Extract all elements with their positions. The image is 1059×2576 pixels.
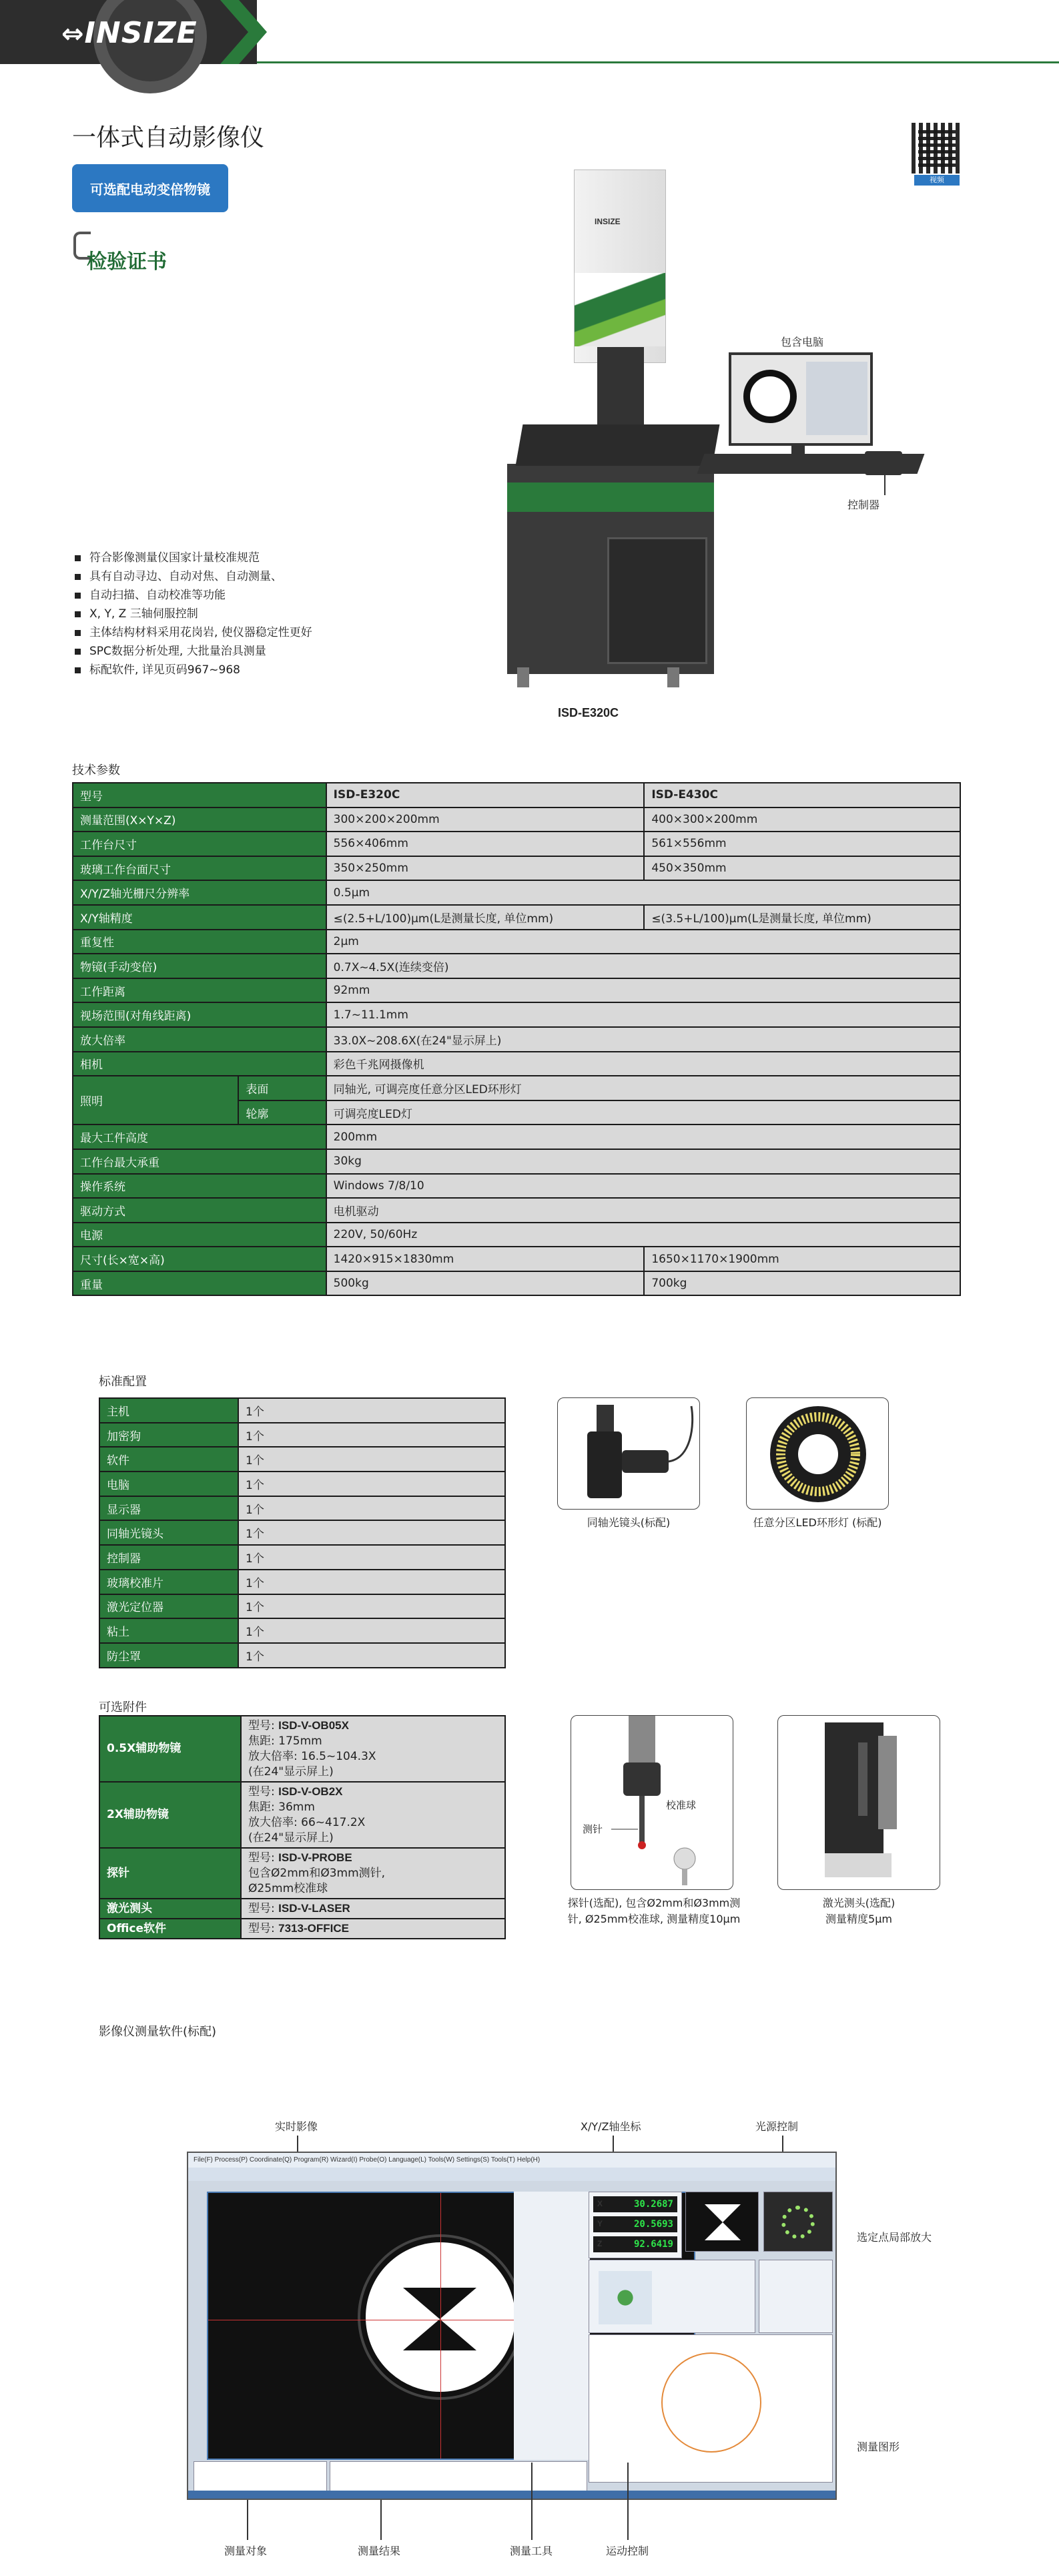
spec-row: [73, 808, 960, 832]
spec-value: 彩色千兆网摄像机: [326, 1052, 960, 1076]
probe-caption-line2: 针, Ø25mm校准球, 测量精度10μm: [567, 1913, 741, 1925]
motion-control-panel[interactable]: [589, 2260, 755, 2333]
spec-value-a: 500kg: [326, 1271, 645, 1296]
standard-row: [99, 1472, 505, 1496]
standard-row: [99, 1398, 505, 1423]
laser-probe-drawing: [778, 1716, 940, 1890]
model-number: ISD-V-PROBE: [278, 1851, 352, 1864]
optional-row: [99, 1782, 505, 1848]
optional-item: 0.5X辅助物镜: [99, 1716, 241, 1782]
x-readout: X 30.2687: [593, 2196, 677, 2212]
feature-item: 主体结构材料采用花岗岩, 使仪器稳定性更好: [72, 623, 312, 642]
spec-value: 可调亮度LED灯: [326, 1100, 960, 1125]
optional-row: [99, 1848, 505, 1899]
machine-lens-head: [597, 347, 644, 427]
spec-row: [73, 1124, 960, 1149]
model-number: 7313-OFFICE: [278, 1922, 349, 1935]
led-ring-drawing: [747, 1398, 889, 1510]
spec-label: 操作系统: [73, 1174, 326, 1199]
leader-line: [380, 2500, 382, 2540]
detail-text: 焦距: 175mm: [248, 1734, 322, 1748]
feature-item: 符合影像测量仪国家计量校准规范: [72, 549, 312, 567]
standard-qty: 1个: [238, 1423, 505, 1447]
callout-motion: 运动控制: [606, 2545, 649, 2557]
callout-xyz-coords: X/Y/Z轴坐标: [581, 2120, 641, 2133]
leader-line: [531, 2463, 533, 2540]
standard-item: 同轴光镜头: [99, 1520, 238, 1545]
spec-value-a: 300×200×200mm: [326, 808, 645, 832]
laser-probe-photo: [777, 1715, 940, 1890]
software-section-title: 影像仪测量软件(标配): [99, 2025, 217, 2039]
spec-row: [73, 954, 960, 978]
callout-results: 测量结果: [358, 2545, 401, 2557]
optional-details: [241, 1716, 505, 1782]
model-number: ISD-V-LASER: [278, 1902, 350, 1915]
page-title: 一体式自动影像仪: [72, 124, 265, 151]
computer-monitor: [729, 352, 873, 446]
standard-row: [99, 1618, 505, 1643]
certificate-badge: 检验证书: [72, 230, 182, 270]
callout-light-control: 光源控制: [755, 2120, 799, 2133]
feature-item: SPC数据分析处理, 大批量治具测量: [72, 642, 312, 661]
spec-label: 尺寸(长×宽×高): [73, 1247, 326, 1271]
standard-qty: 1个: [238, 1545, 505, 1570]
spec-label: 重量: [73, 1271, 326, 1296]
spec-row: [73, 880, 960, 905]
spec-value: 33.0X~208.6X(在24"显示屏上): [326, 1027, 960, 1052]
spec-label: 测量范围(X×Y×Z): [73, 808, 326, 832]
detail-text: 型号:: [248, 1902, 279, 1915]
machine-stage: [516, 424, 720, 466]
spec-section-title: 技术参数: [72, 763, 120, 777]
detail-text: 放大倍率: 66~417.2X: [248, 1816, 366, 1829]
standard-item: 软件: [99, 1447, 238, 1472]
spec-row: [73, 978, 960, 1003]
status-bar: [188, 2491, 835, 2499]
callout-zoom: 选定点局部放大: [857, 2231, 932, 2244]
optional-item: 探针: [99, 1848, 241, 1899]
probe-ball-label: 校准球: [666, 1799, 697, 1811]
detail-text: (在24"显示屏上): [248, 1831, 334, 1845]
standard-row: [99, 1643, 505, 1668]
laser-caption-line2: 测量精度5μm: [825, 1913, 892, 1925]
spec-row-lighting: [73, 1076, 960, 1100]
spec-value-b: 700kg: [644, 1271, 960, 1296]
optional-detail-line: [248, 1764, 498, 1780]
leader-line: [627, 2463, 629, 2540]
spec-value: 30kg: [326, 1149, 960, 1174]
detail-text: 焦距: 36mm: [248, 1801, 315, 1814]
motorized-zoom-option-button[interactable]: 可选配电动变倍物镜: [72, 164, 228, 212]
spec-value-a: ISD-E320C: [326, 783, 645, 808]
optional-accessories-table: [99, 1715, 506, 1939]
feature-item: 自动扫描、自动校准等功能: [72, 586, 312, 605]
optional-item: Office软件: [99, 1919, 241, 1939]
standard-row: [99, 1545, 505, 1570]
measure-graph-panel: [589, 2334, 833, 2483]
standard-item: 显示器: [99, 1496, 238, 1521]
standard-item: 防尘罩: [99, 1643, 238, 1668]
feature-item: 具有自动寻边、自动对焦、自动测量、: [72, 567, 312, 586]
standard-item: 主机: [99, 1398, 238, 1423]
standard-row: [99, 1570, 505, 1594]
optional-detail-line: [248, 1831, 498, 1846]
spec-value: 200mm: [326, 1124, 960, 1149]
spec-row: [73, 1198, 960, 1223]
spec-value: 同轴光, 可调亮度任意分区LED环形灯: [326, 1076, 960, 1100]
y-readout: Y 20.5693: [593, 2216, 677, 2232]
spec-label: 视场范围(对角线距离): [73, 1002, 326, 1027]
joystick-pad[interactable]: [599, 2271, 652, 2324]
spec-value: 2μm: [326, 930, 960, 954]
standard-qty: 1个: [238, 1472, 505, 1496]
spec-table: [72, 782, 961, 1296]
feature-list: [72, 549, 312, 679]
measure-tools-panel[interactable]: [514, 2192, 590, 2460]
coaxial-lens-photo: [557, 1397, 700, 1510]
machine-foot: [517, 667, 529, 687]
probe-caption-line1: 探针(选配), 包含Ø2mm和Ø3mm测: [567, 1897, 741, 1909]
spec-value: 1.7~11.1mm: [326, 1002, 960, 1027]
optional-detail-line: [248, 1850, 498, 1866]
spec-value-a: 1420×915×1830mm: [326, 1247, 645, 1271]
led-ring-photo: [746, 1397, 889, 1510]
video-tag: 视频: [914, 175, 960, 186]
detail-text: 包含Ø2mm和Ø3mm测针,: [248, 1867, 386, 1880]
standard-qty: 1个: [238, 1594, 505, 1619]
optional-details: [241, 1848, 505, 1899]
spec-row: [73, 1052, 960, 1076]
spec-label: 工作台最大承重: [73, 1149, 326, 1174]
machine-column: [574, 170, 666, 363]
zoom-preview: [685, 2192, 759, 2252]
spec-row: [73, 1002, 960, 1027]
spec-label: 物镜(手动变倍): [73, 954, 326, 978]
optional-item: 2X辅助物镜: [99, 1782, 241, 1848]
spec-label: 玻璃工作台面尺寸: [73, 856, 326, 881]
optional-detail-line: [248, 1815, 498, 1831]
optional-section-title: 可选附件: [99, 1700, 147, 1714]
spec-value: Windows 7/8/10: [326, 1174, 960, 1199]
spec-label: 电源: [73, 1223, 326, 1247]
detail-text: 型号:: [248, 1851, 279, 1865]
optional-details: [241, 1899, 505, 1919]
model-number: ISD-V-OB2X: [278, 1785, 343, 1798]
spec-row: [73, 1149, 960, 1174]
spec-value: 220V, 50/60Hz: [326, 1223, 960, 1247]
spec-row: [73, 1174, 960, 1199]
spec-value-b: ISD-E430C: [644, 783, 960, 808]
machine-base: [507, 464, 714, 674]
optional-row: [99, 1899, 505, 1919]
spec-value-b: 400×300×200mm: [644, 808, 960, 832]
optional-detail-line: [248, 1800, 498, 1815]
spec-label: X/Y/Z轴光栅尺分辨率: [73, 880, 326, 905]
spec-row: [73, 1247, 960, 1271]
spec-value: 电机驱动: [326, 1198, 960, 1223]
standard-row: [99, 1594, 505, 1619]
standard-row: [99, 1520, 505, 1545]
optional-detail-line: [248, 1718, 498, 1734]
computer-callout: 包含电脑: [781, 336, 824, 348]
feature-item: 标配软件, 详见页码967~968: [72, 661, 312, 679]
spec-label: 工作台尺寸: [73, 832, 326, 856]
spec-row: [73, 1027, 960, 1052]
spec-row: [73, 930, 960, 954]
monitor-stand: [791, 446, 805, 459]
software-menubar[interactable]: File(F) Process(P) Coordinate(Q) Program(R) Wizard(I) Probe(O) Language(L) Tools(W) Settings(S) Tools(T) Help(H): [188, 2153, 835, 2168]
spec-row: [73, 1271, 960, 1296]
spec-sublabel: 表面: [238, 1076, 326, 1100]
standard-qty: 1个: [238, 1643, 505, 1668]
optional-detail-line: [248, 1881, 498, 1897]
spec-label: 驱动方式: [73, 1198, 326, 1223]
model-caption: ISD-E320C: [558, 706, 619, 719]
standard-qty: 1个: [238, 1447, 505, 1472]
optional-detail-line: [248, 1734, 498, 1749]
spec-label: 型号: [73, 783, 326, 808]
spec-value-b: ≤(3.5+L/100)μm(L是测量长度, 单位mm): [644, 905, 960, 930]
standard-section-title: 标准配置: [99, 1375, 147, 1389]
spec-value-b: 450×350mm: [644, 856, 960, 881]
standard-item: 电脑: [99, 1472, 238, 1496]
detail-text: (在24"显示屏上): [248, 1765, 334, 1779]
xyz-readout: [589, 2192, 682, 2258]
machine-foot: [667, 667, 679, 687]
detail-text: 型号:: [248, 1719, 279, 1732]
callout-live-image: 实时影像: [275, 2120, 318, 2133]
spec-label: 重复性: [73, 930, 326, 954]
spec-row: [73, 856, 960, 881]
laser-caption-line1: 激光测头(选配): [822, 1897, 896, 1909]
standard-qty: 1个: [238, 1496, 505, 1521]
coaxial-lens-caption: 同轴光镜头(标配): [587, 1516, 671, 1529]
spec-row: [73, 783, 960, 808]
detail-text: 放大倍率: 16.5~104.3X: [248, 1750, 376, 1763]
standard-item: 粘土: [99, 1618, 238, 1643]
video-qr-code[interactable]: [912, 123, 962, 174]
leader-line: [247, 2500, 248, 2540]
standard-qty: 1个: [238, 1618, 505, 1643]
spec-value-a: 350×250mm: [326, 856, 645, 881]
standard-row: [99, 1423, 505, 1447]
callout-tools: 测量工具: [510, 2545, 553, 2557]
software-toolbar[interactable]: [188, 2168, 835, 2181]
standard-row: [99, 1447, 505, 1472]
spec-value-a: ≤(2.5+L/100)μm(L是测量长度, 单位mm): [326, 905, 645, 930]
spec-value-b: 1650×1170×1900mm: [644, 1247, 960, 1271]
feature-item: X, Y, Z 三轴伺服控制: [72, 605, 312, 623]
standard-item: 激光定位器: [99, 1594, 238, 1619]
optional-details: [241, 1919, 505, 1939]
optional-detail-line: [248, 1749, 498, 1764]
standard-item: 加密狗: [99, 1423, 238, 1447]
spec-value-a: 556×406mm: [326, 832, 645, 856]
standard-qty: 1个: [238, 1570, 505, 1594]
header-green-line: [257, 61, 1059, 63]
spec-label: X/Y轴精度: [73, 905, 326, 930]
probe-drawing: [571, 1716, 733, 1890]
page-header: [0, 0, 1059, 64]
spec-value: 92mm: [326, 978, 960, 1003]
callout-graph: 测量图形: [857, 2441, 900, 2453]
optional-detail-line: [248, 1921, 498, 1937]
standard-item: 玻璃校准片: [99, 1570, 238, 1594]
optional-detail-line: [248, 1866, 498, 1881]
spec-value: 0.5μm: [326, 880, 960, 905]
optional-item: 激光测头: [99, 1899, 241, 1919]
crosshair-v: [440, 2193, 441, 2459]
brand-logo[interactable]: ⇔INSIZE: [61, 16, 198, 50]
optional-row: [99, 1716, 505, 1782]
optional-details: [241, 1782, 505, 1848]
spec-sublabel: 轮廓: [238, 1100, 326, 1125]
controller-device: [865, 451, 902, 475]
detail-text: 型号:: [248, 1785, 279, 1799]
callout-objects: 测量对象: [224, 2545, 268, 2557]
led-ring-caption: 任意分区LED环形灯 (标配): [753, 1516, 882, 1529]
spec-label: 工作距离: [73, 978, 326, 1003]
spec-value-b: 561×556mm: [644, 832, 960, 856]
probe-photo: [571, 1715, 733, 1890]
detail-text: 型号:: [248, 1922, 279, 1935]
spec-label: 最大工件高度: [73, 1124, 326, 1149]
spec-label: 放大倍率: [73, 1027, 326, 1052]
standard-qty: 1个: [238, 1398, 505, 1423]
spec-label: 相机: [73, 1052, 326, 1076]
spec-row: [73, 1223, 960, 1247]
z-readout: Z 92.6419: [593, 2236, 677, 2252]
detail-text: Ø25mm校准球: [248, 1882, 328, 1895]
controller-callout: 控制器: [847, 499, 880, 511]
spec-row: [73, 905, 960, 930]
standard-item: 控制器: [99, 1545, 238, 1570]
controller-leader-line: [884, 475, 886, 495]
standard-qty: 1个: [238, 1520, 505, 1545]
software-screenshot: [187, 2152, 837, 2500]
standard-row: [99, 1496, 505, 1521]
optional-row: [99, 1919, 505, 1939]
standard-config-table: [99, 1397, 506, 1668]
optional-detail-line: [248, 1901, 498, 1917]
model-number: ISD-V-OB05X: [278, 1719, 349, 1732]
light-control-panel[interactable]: [763, 2192, 833, 2252]
spec-label: 照明: [73, 1076, 238, 1124]
spec-row: [73, 832, 960, 856]
machine-brand: INSIZE: [595, 217, 621, 226]
coaxial-lens-drawing: [558, 1398, 700, 1510]
optional-detail-line: [248, 1784, 498, 1800]
probe-needle-label: 测针: [583, 1823, 603, 1835]
settings-panel[interactable]: [759, 2260, 833, 2333]
spec-value: 0.7X~4.5X(连续变倍): [326, 954, 960, 978]
